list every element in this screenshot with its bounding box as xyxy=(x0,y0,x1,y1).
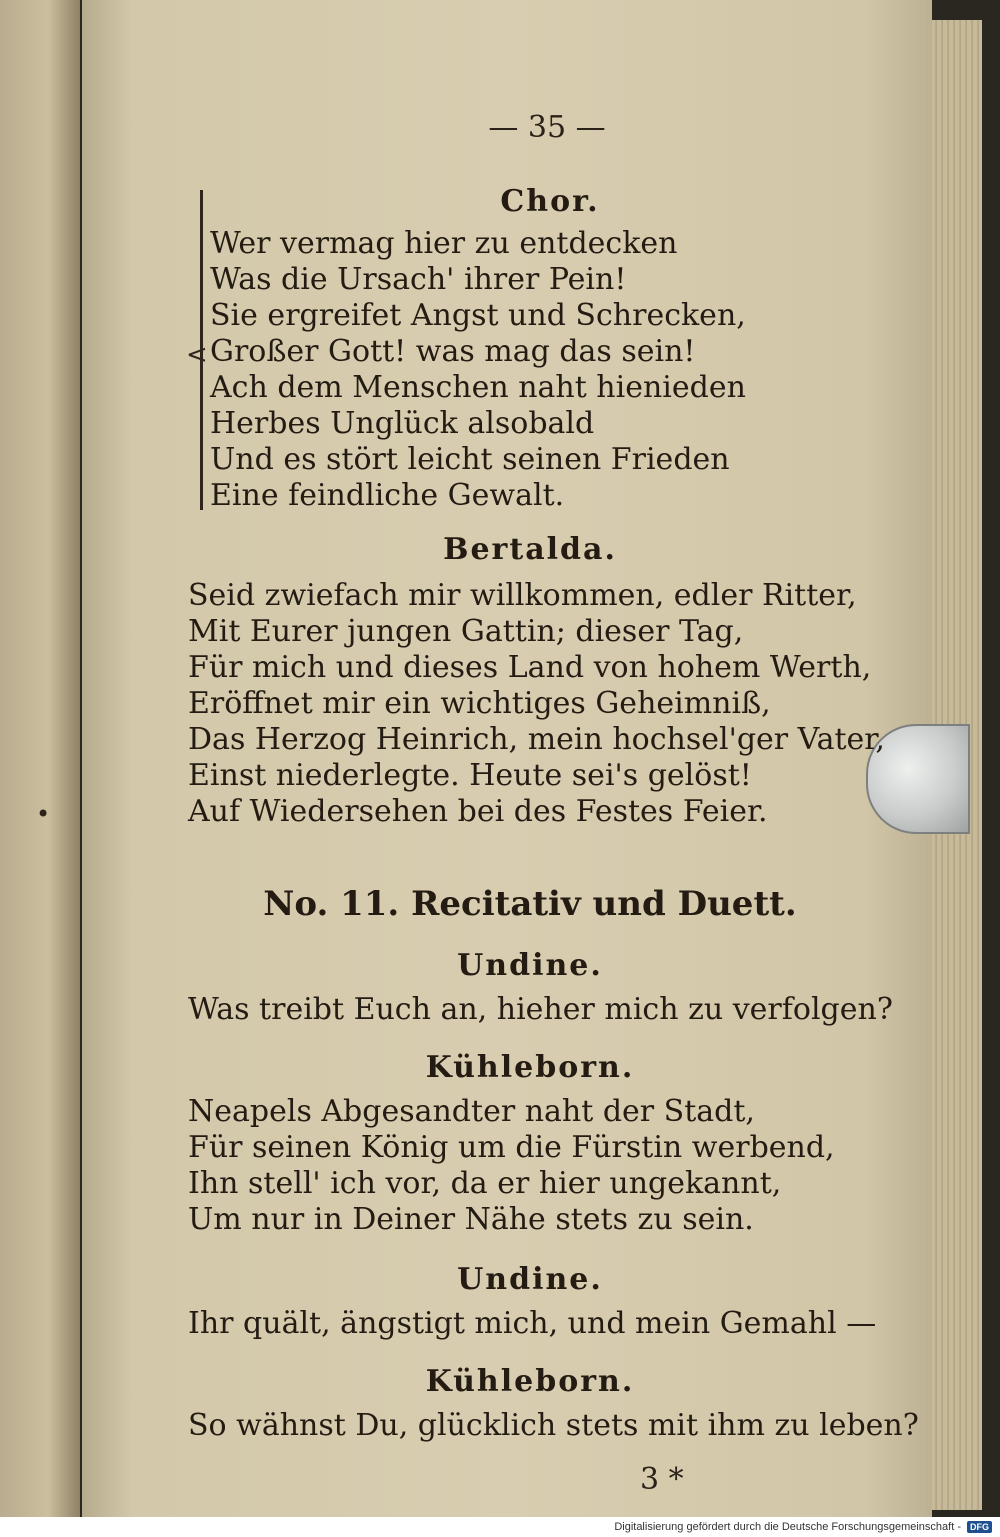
speaker-undine-2: Undine. xyxy=(457,1262,603,1297)
speaker-bertalda: Bertalda. xyxy=(443,532,617,567)
chor-line-3: Sie ergreifet Angst und Schrecken, xyxy=(210,298,746,333)
speaker-undine-1: Undine. xyxy=(457,948,603,983)
speaker-kuehleborn-2: Kühleborn. xyxy=(425,1364,635,1399)
chor-line-8: Eine feindliche Gewalt. xyxy=(210,478,565,513)
kuehleborn-line-2: Für seinen König um die Fürstin werbend, xyxy=(188,1130,835,1165)
kuehleborn-line-1: Neapels Abgesandter naht der Stadt, xyxy=(188,1094,755,1129)
chor-line-2: Was die Ursach' ihrer Pein! xyxy=(210,262,627,297)
footer-text: Digitalisierung gefördert durch die Deutsche Forschungsgemeinschaft - xyxy=(614,1521,961,1533)
bertalda-line-5: Das Herzog Heinrich, mein hochsel'ger Vater, xyxy=(188,722,885,757)
kuehleborn-line-5: So wähnst Du, glücklich stets mit ihm zu leben? xyxy=(188,1408,919,1443)
chor-line-5: Ach dem Menschen naht hienieden xyxy=(210,370,746,405)
facing-page-edge xyxy=(0,0,80,1537)
speaker-kuehleborn-1: Kühleborn. xyxy=(425,1050,635,1085)
bertalda-line-7: Auf Wiedersehen bei des Festes Feier. xyxy=(188,794,768,829)
page-number: — 35 — xyxy=(488,110,606,145)
chor-line-4: Großer Gott! was mag das sein! xyxy=(210,334,696,369)
bertalda-line-3: Für mich und dieses Land von hohem Werth, xyxy=(188,650,872,685)
dfg-logo: DFG xyxy=(967,1521,992,1533)
bertalda-line-2: Mit Eurer jungen Gattin; dieser Tag, xyxy=(188,614,744,649)
bertalda-line-6: Einst niederlegte. Heute sei's gelöst! xyxy=(188,758,752,793)
bertalda-line-1: Seid zwiefach mir willkommen, edler Ritter, xyxy=(188,578,857,613)
bertalda-line-4: Eröffnet mir ein wichtiges Geheimniß, xyxy=(188,686,771,721)
digitization-footer xyxy=(0,1517,1000,1537)
undine-line-2: Ihr quält, ängstigt mich, und mein Gemahl — xyxy=(188,1306,877,1341)
facing-page-mark: • xyxy=(36,800,51,828)
speaker-chor: Chor. xyxy=(500,184,600,219)
chor-line-7: Und es stört leicht seinen Frieden xyxy=(210,442,730,477)
undine-line-1: Was treibt Euch an, hieher mich zu verfolgen? xyxy=(188,992,893,1027)
chorus-brace-tip: < xyxy=(186,340,208,370)
number-heading: No. 11. Recitativ und Duett. xyxy=(263,884,797,924)
chor-line-1: Wer vermag hier zu entdecken xyxy=(210,226,678,261)
kuehleborn-line-3: Ihn stell' ich vor, da er hier ungekannt, xyxy=(188,1166,782,1201)
signature-mark: 3 * xyxy=(640,1462,684,1497)
kuehleborn-line-4: Um nur in Deiner Nähe stets zu sein. xyxy=(188,1202,754,1237)
chor-line-6: Herbes Unglück alsobald xyxy=(210,406,595,441)
